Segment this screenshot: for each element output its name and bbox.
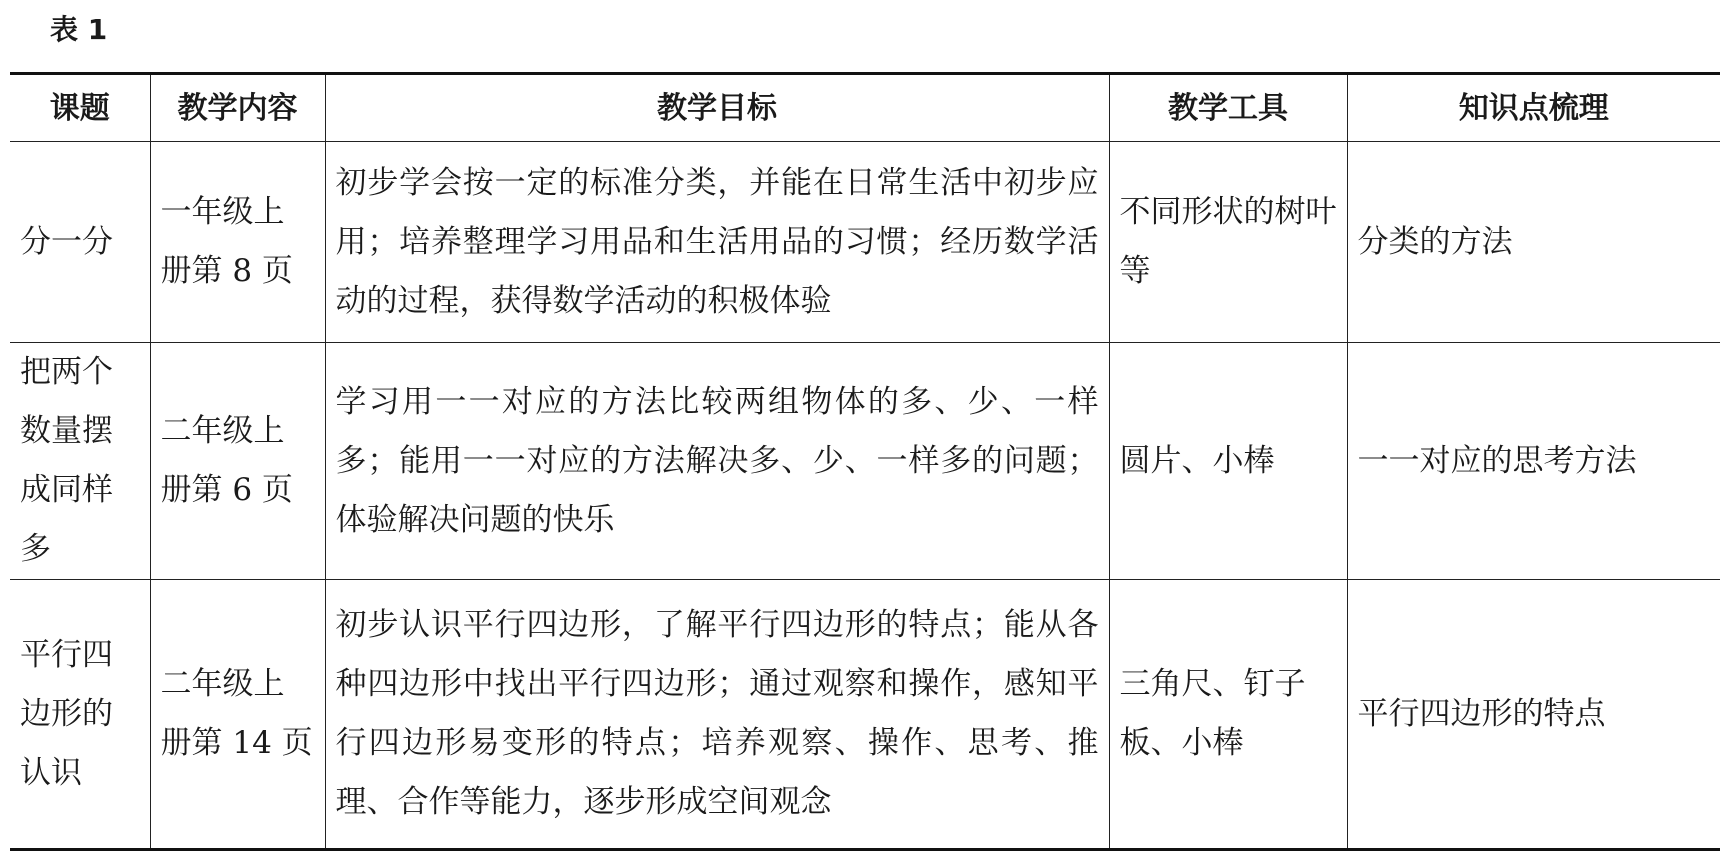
header-content: 教学内容 [150, 74, 325, 142]
cell-content: 二年级上册第 14 页 [150, 580, 325, 850]
table-header-row [10, 74, 1720, 142]
cell-topic: 分一分 [10, 142, 150, 343]
cell-knowledge: 平行四边形的特点 [1347, 580, 1720, 850]
header-topic: 课题 [10, 74, 150, 142]
cell-topic: 把两个数量摆成同样多 [10, 343, 150, 580]
cell-tools: 三角尺、钉子板、小棒 [1109, 580, 1347, 850]
cell-knowledge: 分类的方法 [1347, 142, 1720, 343]
cell-content: 二年级上册第 6 页 [150, 343, 325, 580]
cell-topic: 平行四边形的认识 [10, 580, 150, 850]
header-knowledge: 知识点梳理 [1347, 74, 1720, 142]
table-caption: 表 1 [50, 13, 108, 46]
header-tools: 教学工具 [1109, 74, 1347, 142]
cell-tools: 不同形状的树叶等 [1109, 142, 1347, 343]
table-row [10, 142, 1720, 343]
cell-knowledge: 一一对应的思考方法 [1347, 343, 1720, 580]
lesson-table [10, 72, 1720, 851]
table-row [10, 343, 1720, 580]
cell-goal: 学习用一一对应的方法比较两组物体的多、少、一样多；能用一一对应的方法解决多、少、一样多的问题；体验解决问题的快乐 [325, 343, 1109, 580]
cell-goal: 初步认识平行四边形，了解平行四边形的特点；能从各种四边形中找出平行四边形；通过观察和操作，感知平行四边形易变形的特点；培养观察、操作、思考、推理、合作等能力，逐步形成空间观念 [325, 580, 1109, 850]
header-goal: 教学目标 [325, 74, 1109, 142]
table-row [10, 580, 1720, 850]
cell-goal: 初步学会按一定的标准分类，并能在日常生活中初步应用；培养整理学习用品和生活用品的习惯；经历数学活动的过程，获得数学活动的积极体验 [325, 142, 1109, 343]
cell-content: 一年级上册第 8 页 [150, 142, 325, 343]
cell-tools: 圆片、小棒 [1109, 343, 1347, 580]
